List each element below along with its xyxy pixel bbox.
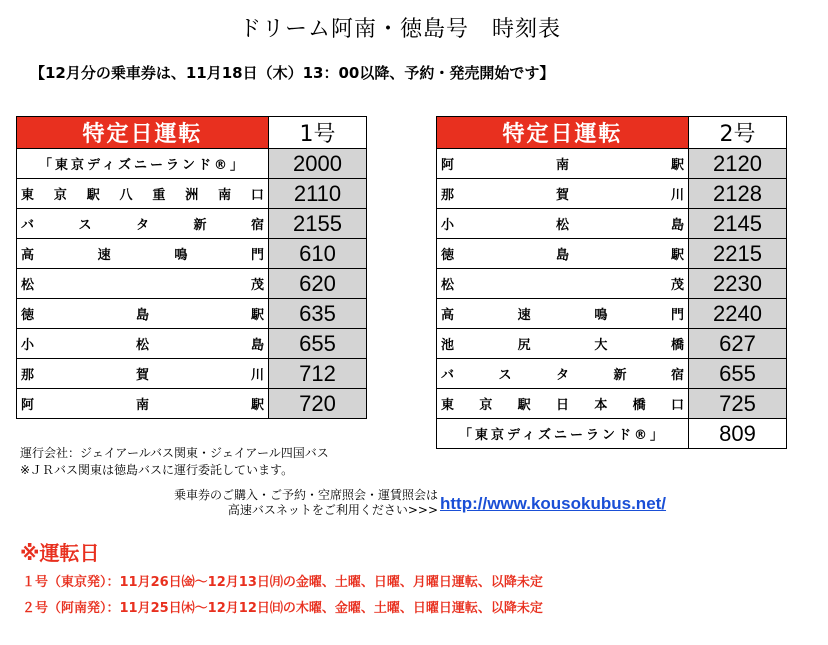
timetable-row [437,209,787,239]
station-char: 本 [594,398,608,413]
departure-time: 809 [689,419,787,449]
departure-time: 2215 [689,239,787,269]
purchase-line: 乗車券のご購入・ご予約・空席照会・運賃照会は [173,488,438,502]
station-name [437,239,689,269]
station-name [437,179,689,209]
station-char: 門 [250,248,264,263]
station-char: 高 [21,248,35,263]
station-char: 速 [517,308,531,323]
timetable-row [17,179,367,209]
station-char: 洲 [185,188,199,203]
station-char: 南 [555,158,569,173]
departure-time: 635 [269,299,367,329]
timetable-row [437,269,787,299]
station-char: 京 [53,188,67,203]
station-name [437,419,689,449]
departure-time: 720 [269,389,367,419]
station-name [17,359,269,389]
timetable-row [17,359,367,389]
station-char: 川 [670,188,684,203]
station-char: 口 [670,398,684,413]
operator-info [20,445,329,479]
operator-line: 運行会社：ジェイアールバス関東・ジェイアール四国バス [20,446,329,460]
header-bus-number: 1号 [269,117,367,149]
station-char: 駅 [250,398,264,413]
operation-days-title: ※運転日 [20,541,100,565]
station-char: 駅 [86,188,100,203]
station-name [17,389,269,419]
station-char: 那 [441,188,455,203]
timetable-row [437,179,787,209]
station-char: 鳴 [594,308,608,323]
departure-time: 2110 [269,179,367,209]
station-name [437,299,689,329]
station-char: 島 [555,248,569,263]
station-char: 駅 [250,308,264,323]
timetable-row [17,239,367,269]
station-char: 京 [479,398,493,413]
station-char: バ [21,218,35,233]
station-char: 口 [250,188,264,203]
timetable-row [17,389,367,419]
station-char: 賀 [555,188,569,203]
purchase-line: 高速バスネットをご利用ください>>> [227,503,438,517]
station-char: 川 [250,368,264,383]
station-char: 南 [218,188,232,203]
station-char: 茂 [250,278,264,293]
station-char: タ [555,368,569,383]
station-char: 宿 [670,368,684,383]
sales-notice: 【12月分の乗車券は、11月18日（木）13：00以降、予約・発売開始です】 [30,64,555,82]
departure-time: 2128 [689,179,787,209]
timetable-row [17,269,367,299]
station-char: 池 [441,338,455,353]
station-char: ス [78,218,92,233]
station-char: タ [135,218,149,233]
timetable-row [437,359,787,389]
station-char: ス [498,368,512,383]
station-char: 茂 [670,278,684,293]
timetable-row [17,149,367,179]
departure-time: 655 [689,359,787,389]
station-char: 島 [135,308,149,323]
timetable-row [437,329,787,359]
page-title: ドリーム阿南・徳島号 時刻表 [238,17,561,42]
station-char: バ [441,368,455,383]
operator-note: ※ＪＲバス関東は徳島バスに運行委託しています。 [20,463,294,477]
departure-time: 2000 [269,149,367,179]
station-char: 松 [135,338,149,353]
station-char: 「東京ディズニーランド®」 [39,158,246,173]
station-name [17,149,269,179]
timetable-row [17,299,367,329]
station-char: 東 [441,398,455,413]
station-char: 小 [21,338,35,353]
purchase-info [0,488,438,518]
station-name [437,359,689,389]
station-char: 宿 [250,218,264,233]
departure-time: 2145 [689,209,787,239]
station-name [437,149,689,179]
station-char: 東 [21,188,35,203]
station-char: 島 [670,218,684,233]
station-char: 新 [193,218,207,233]
station-name [17,239,269,269]
station-name [17,329,269,359]
timetable-1 [16,116,367,419]
station-name [437,269,689,299]
timetable-2 [436,116,787,449]
station-char: 門 [670,308,684,323]
station-name [17,299,269,329]
header-label: 特定日運転 [437,117,689,149]
station-char: 阿 [21,398,35,413]
timetable-row [17,329,367,359]
station-char: 橋 [670,338,684,353]
timetable-row [437,149,787,179]
operation-days-bus-2: ２号（阿南発）：11月25日㈭～12月12日㈰の木曜、金曜、土曜、日曜日運転、以降未定 [22,601,543,616]
departure-time: 2230 [689,269,787,299]
kousokubus-link[interactable]: http://www.kousokubus.net/ [440,494,667,513]
departure-time: 620 [269,269,367,299]
station-char: 島 [250,338,264,353]
station-char: 新 [613,368,627,383]
station-char: 「東京ディズニーランド®」 [459,428,666,443]
station-char: 阿 [441,158,455,173]
station-char: 橋 [632,398,646,413]
departure-time: 655 [269,329,367,359]
station-char: 日 [555,398,569,413]
departure-time: 712 [269,359,367,389]
station-char: 松 [555,218,569,233]
station-char: 賀 [135,368,149,383]
station-char: 徳 [441,248,455,263]
station-name [437,329,689,359]
station-char: 小 [441,218,455,233]
timetable-row [437,389,787,419]
station-char: 駅 [670,248,684,263]
header-label: 特定日運転 [17,117,269,149]
station-char: 速 [97,248,111,263]
station-char: 尻 [517,338,531,353]
station-char: 重 [152,188,166,203]
station-char: 鳴 [174,248,188,263]
station-char: 松 [21,278,35,293]
departure-time: 725 [689,389,787,419]
station-char: 駅 [670,158,684,173]
operation-days-bus-1: １号（東京発）：11月26日㈮～12月13日㈪の金曜、土曜、日曜、月曜日運転、以降未定 [22,575,543,590]
header-bus-number: 2号 [689,117,787,149]
timetable-row [437,419,787,449]
timetable-row [437,299,787,329]
station-char: 松 [441,278,455,293]
station-name [437,209,689,239]
station-char: 高 [441,308,455,323]
departure-time: 610 [269,239,367,269]
station-name [17,179,269,209]
departure-time: 627 [689,329,787,359]
station-char: 南 [135,398,149,413]
station-char: 駅 [517,398,531,413]
station-name [437,389,689,419]
station-char: 大 [594,338,608,353]
station-name [17,209,269,239]
timetable-row [17,209,367,239]
station-name [17,269,269,299]
station-char: 那 [21,368,35,383]
departure-time: 2155 [269,209,367,239]
station-char: 八 [119,188,133,203]
departure-time: 2240 [689,299,787,329]
station-char: 徳 [21,308,35,323]
departure-time: 2120 [689,149,787,179]
timetable-row [437,239,787,269]
